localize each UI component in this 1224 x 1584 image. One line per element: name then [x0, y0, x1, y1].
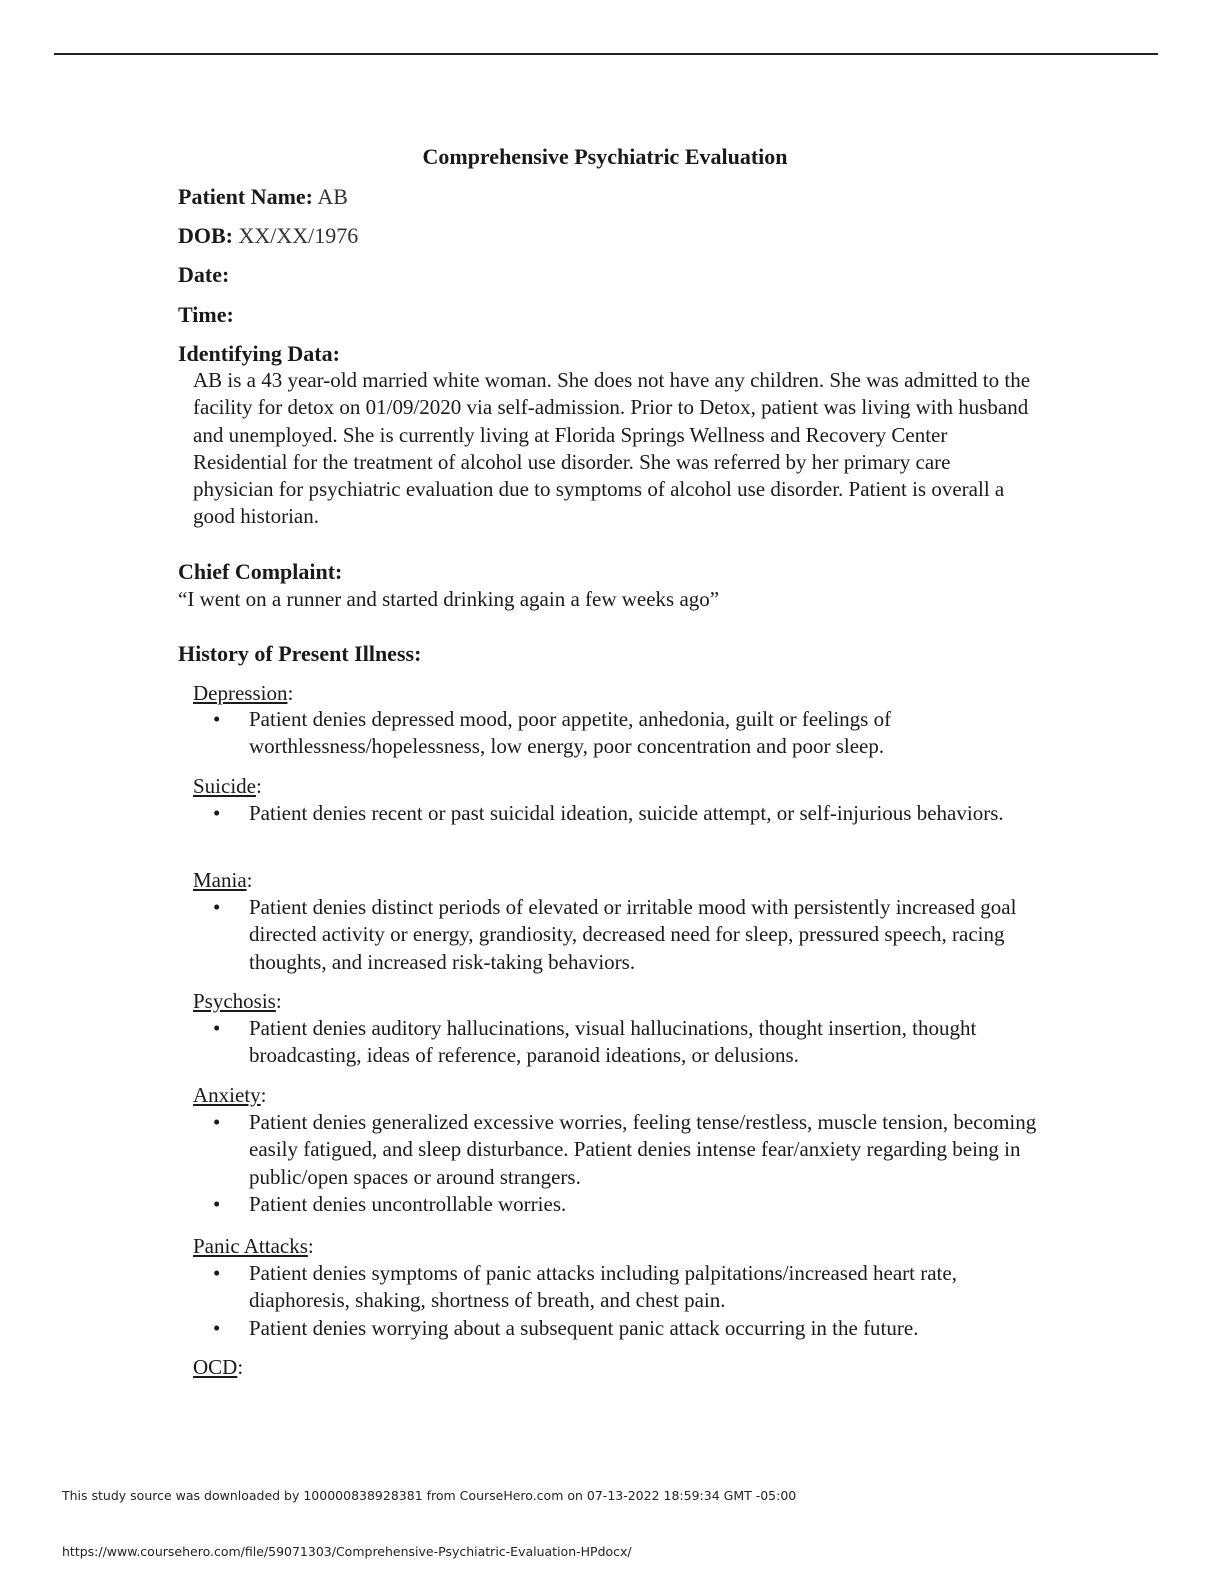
- hpi-subsection-suicide: Suicide:: [193, 774, 262, 798]
- chief-complaint-quote: “I went on a runner and started drinking again a few weeks ago”: [178, 587, 720, 611]
- subsection-title: Depression: [193, 681, 288, 705]
- list-item: • Patient denies recent or past suicidal ideation, suicide attempt, or self-injurious behaviors.: [211, 800, 1061, 827]
- subsection-title: Anxiety: [193, 1083, 261, 1107]
- patient-name-field: [178, 184, 348, 210]
- subsection-title: Panic Attacks: [193, 1234, 308, 1258]
- depression-bullet-list: [211, 706, 1061, 761]
- identifying-data-heading: Identifying Data:: [178, 341, 340, 366]
- hpi-subsection-psychosis: Psychosis:: [193, 989, 282, 1013]
- date-field: [178, 262, 229, 288]
- time-label: Time:: [178, 302, 234, 327]
- panic-attacks-bullet-list: [211, 1260, 1061, 1342]
- list-item: • Patient denies worrying about a subsequent panic attack occurring in the future.: [211, 1315, 1061, 1342]
- patient-name-label: Patient Name:: [178, 184, 314, 209]
- subsection-title: Psychosis: [193, 989, 276, 1013]
- download-source-line: This study source was downloaded by 100000838928381 from CourseHero.com on 07-13-2022 18:59:34 GMT -05:00: [62, 1488, 797, 1503]
- time-field: [178, 302, 234, 328]
- header-divider: [54, 53, 1158, 55]
- source-url: https://www.coursehero.com/file/59071303/Comprehensive-Psychiatric-Evaluation-HPdocx/: [62, 1544, 632, 1559]
- chief-complaint-heading: Chief Complaint:: [178, 559, 343, 584]
- suicide-bullet-list: [211, 800, 1061, 827]
- subsection-title: OCD: [193, 1355, 238, 1379]
- list-item: • Patient denies depressed mood, poor appetite, anhedonia, guilt or feelings of worthlessness/hopelessness, low energy, poor concentration and poor sleep.: [211, 706, 1061, 761]
- dob-value: XX/XX/1976: [238, 223, 359, 248]
- list-item: • Patient denies auditory hallucinations, visual hallucinations, thought insertion, thought broadcasting, ideas of reference, paranoid ideations, or delusions.: [211, 1015, 1061, 1070]
- list-item: • Patient denies uncontrollable worries.: [211, 1191, 1061, 1218]
- list-item: • Patient denies symptoms of panic attacks including palpitations/increased heart rate, diaphoresis, shaking, shortness of breath, and chest pain.: [211, 1260, 1061, 1315]
- date-label: Date:: [178, 262, 230, 287]
- mania-bullet-list: [211, 894, 1061, 976]
- hpi-subsection-anxiety: Anxiety:: [193, 1083, 267, 1107]
- document-title: Comprehensive Psychiatric Evaluation: [422, 144, 788, 169]
- subsection-title: Mania: [193, 868, 247, 892]
- dob-label: DOB:: [178, 223, 233, 248]
- subsection-title: Suicide: [193, 774, 256, 798]
- hpi-subsection-depression: Depression:: [193, 681, 294, 705]
- patient-name-value: AB: [317, 184, 348, 209]
- hpi-heading: History of Present Illness:: [178, 641, 422, 666]
- hpi-subsection-mania: Mania:: [193, 868, 253, 892]
- list-item: • Patient denies generalized excessive worries, feeling tense/restless, muscle tension, becoming easily fatigued, and sleep disturbance. Patient denies intense fear/anxiety regarding being in public/open spaces or around strangers.: [211, 1109, 1061, 1191]
- identifying-data-text: AB is a 43 year-old married white woman. She does not have any children. She was admitted to the facility for detox on 01/09/2020 via self-admission. Prior to Detox, patient was living with husband and unemployed. She is currently living at Florida Springs Wellness and Recovery Center Residential for the treatment of alcohol use disorder. She was referred by her primary care physician for psychiatric evaluation due to symptoms of alcohol use disorder. Patient is overall a good historian.: [193, 368, 1031, 529]
- list-item: • Patient denies distinct periods of elevated or irritable mood with persistently increased goal directed activity or energy, grandiosity, decreased need for sleep, pressured speech, racing thoughts, and increased risk-taking behaviors.: [211, 894, 1061, 976]
- hpi-subsection-panic-attacks: Panic Attacks:: [193, 1234, 314, 1258]
- dob-field: [178, 223, 358, 249]
- anxiety-bullet-list: [211, 1109, 1061, 1218]
- psychosis-bullet-list: [211, 1015, 1061, 1070]
- hpi-subsection-ocd: OCD:: [193, 1355, 244, 1379]
